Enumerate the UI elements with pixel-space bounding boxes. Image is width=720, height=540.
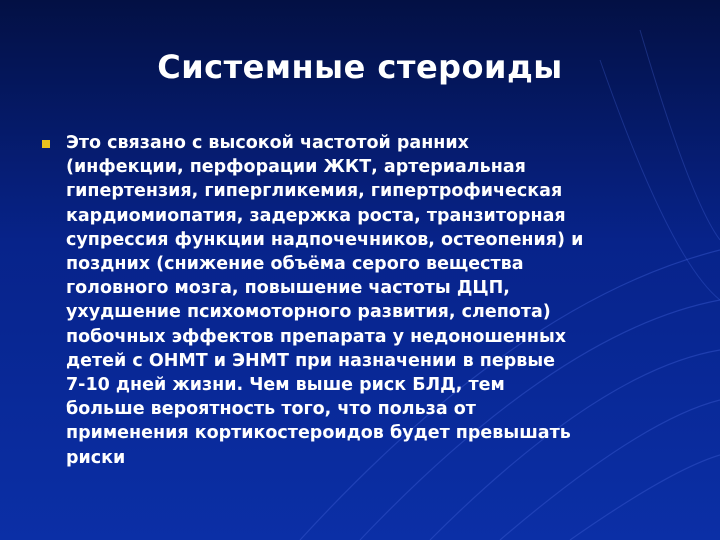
bullet-text-line: Это связано с высокой частотой ранних (66, 133, 469, 153)
bullet-text-line: применения кортикостероидов будет превышать (66, 423, 571, 444)
bullet-item (42, 131, 682, 470)
bullet-text-line: кардиомиопатия, задержка роста, транзиторная (66, 205, 566, 226)
slide-title: Системные стероиды (157, 48, 563, 86)
bullet-text-line: ухудшение психомоторного развития, слепота) (66, 302, 551, 323)
bullet-text-line: супрессия функции надпочечников, остеопения) и (66, 229, 584, 250)
bullet-text-line: поздних (снижение объёма серого вещества (66, 254, 524, 275)
square-bullet-icon (42, 140, 50, 148)
bullet-text-line: больше вероятность того, что польза от (66, 399, 476, 420)
bullet-text-line: детей с ОНМТ и ЭНМТ при назначении в первые (66, 350, 556, 371)
bullet-text-line: (инфекции, перфорации ЖКТ, артериальная (66, 157, 526, 178)
bullet-text-line: головного мозга, повышение частоты ДЦП, (66, 278, 510, 299)
bullet-text-line: побочных эффектов препарата у недоношенных (66, 326, 567, 347)
bullet-text-line: 7-10 дней жизни. Чем выше риск БЛД, тем (66, 375, 505, 396)
bullet-text-line: риски (66, 447, 126, 468)
slide-content (42, 131, 682, 470)
bullet-text-line: гипертензия, гипергликемия, гипертрофическая (66, 181, 563, 202)
